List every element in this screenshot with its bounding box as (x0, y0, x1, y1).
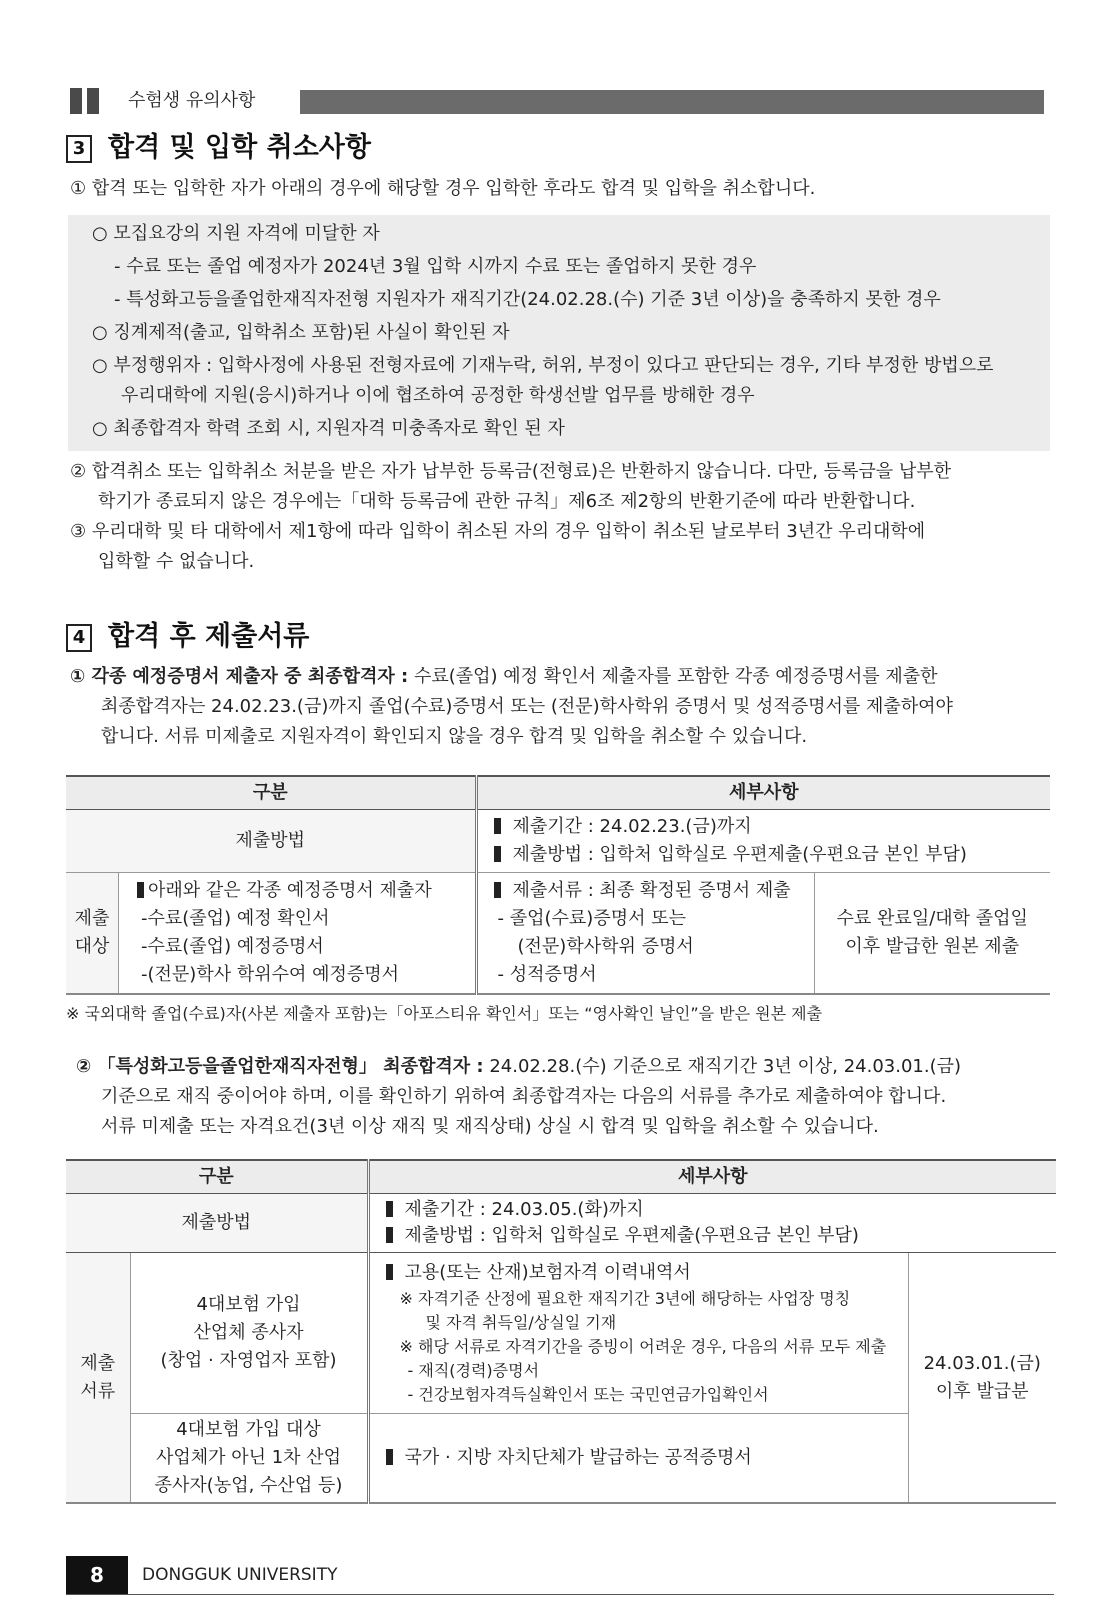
paragraph: 입학할 수 없습니다. (98, 551, 255, 572)
paragraph: ② 합격취소 또는 입학취소 처분을 받은 자가 납부한 등록금(전형료)은 반환하지 않습니다. 다만, 등록금을 납부한 (70, 461, 952, 482)
group-insured (130, 1253, 368, 1414)
issue-text: 24.03.01.(금) (923, 1352, 1041, 1374)
group-text: 4대보험 가입 (196, 1294, 301, 1315)
table-header: 세부사항 (368, 1160, 1056, 1194)
group-text: 사업체가 아닌 1차 산업 (155, 1447, 342, 1468)
target-text: -수료(졸업) 예정 확인서 (141, 908, 330, 929)
target-text: -수료(졸업) 예정증명서 (141, 936, 324, 957)
paragraph-bold: ① 각종 예정증명서 제출자 중 최종합격자 : (70, 666, 409, 687)
section-number: 3 (66, 135, 92, 163)
target-label: 제출 (74, 908, 110, 929)
submission-table-1 (66, 775, 1050, 995)
docs-text: - 졸업(수료)증명서 또는 (497, 908, 686, 929)
list-item: 우리대학에 지원(응시)하거나 이에 협조하여 공정한 학생선발 업무를 방해한 경우 (121, 385, 755, 406)
list-item: - 수료 또는 졸업 예정자가 2024년 3월 입학 시까지 수료 또는 졸업하지 못한 경우 (114, 256, 757, 277)
docs-note: ※ 해당 서류로 자격기간을 증빙이 어려운 경우, 다음의 서류 모두 제출 (399, 1337, 887, 1356)
list-item: - 특성화고등을졸업한재직자전형 지원자가 재직기간(24.02.28.(수) 기준 3년 이상)을 충족하지 못한 경우 (114, 289, 941, 310)
header-mark (87, 88, 99, 114)
table-header: 세부사항 (476, 776, 1050, 810)
paragraph: 서류 미제출 또는 자격요건(3년 이상 재직 및 재직상태) 상실 시 합격 및 입학을 취소할 수 있습니다. (101, 1116, 879, 1137)
docs-text: - 성적증명서 (497, 964, 597, 985)
issue-cell (814, 873, 1050, 995)
method-label: 제출방법 (66, 810, 476, 873)
university-name: DONGGUK UNIVERSITY (142, 1565, 338, 1585)
method-way: 제출방법 : 입학처 입학실로 우편제출(우편요금 본인 부담) (404, 1225, 859, 1246)
group-primary-docs (368, 1414, 908, 1504)
target-text: -(전문)학사 학위수여 예정증명서 (141, 964, 400, 985)
paragraph: 학기가 종료되지 않은 경우에는「대학 등록금에 관한 규칙」제6조 제2항의 반환기준에 따라 반환합니다. (98, 491, 916, 512)
footnote: ※ 국외대학 졸업(수료)자(사본 제출자 포함)는「아포스티유 확인서」또는 “영사확인 날인”을 받은 원본 제출 (66, 1004, 823, 1023)
list-item: ○ 최종합격자 학력 조회 시, 지원자격 미충족자로 확인 된 자 (92, 418, 565, 439)
group-insured-docs (368, 1253, 908, 1414)
docs-text: (전문)학사학위 증명서 (517, 936, 694, 957)
target-label: 대상 (74, 936, 110, 957)
table-header: 구분 (66, 776, 476, 810)
submission-table-2 (66, 1159, 1056, 1504)
docs-label-text: 제출 (80, 1352, 116, 1374)
issue-text: 이후 발급분 (935, 1380, 1029, 1402)
list-item: ○ 징계제적(출교, 입학취소 포함)된 사실이 확인된 자 (92, 322, 510, 343)
header-label: 수험생 유의사항 (128, 90, 256, 111)
section-title-text: 합격 후 제출서류 (108, 621, 310, 652)
method-label: 제출방법 (66, 1194, 368, 1253)
section-number: 4 (66, 624, 92, 652)
paragraph-text: 24.02.28.(수) 기준으로 재직기간 3년 이상, 24.03.01.(금) (483, 1056, 962, 1077)
list-item: ○ 모집요강의 지원 자격에 미달한 자 (92, 223, 380, 244)
target-text: 아래와 같은 각종 예정증명서 제출자 (148, 880, 432, 901)
target-cell (66, 873, 476, 995)
group-text: 4대보험 가입 대상 (176, 1419, 321, 1440)
paragraph-text: 수료(졸업) 예정 확인서 제출자를 포함한 각종 예정증명서를 제출한 (408, 666, 938, 687)
docs-text: 고용(또는 산재)보험자격 이력내역서 (404, 1262, 691, 1283)
method-period: 제출기간 : 24.02.23.(금)까지 (512, 816, 752, 837)
table-header: 구분 (66, 1160, 368, 1194)
paragraph: ① 합격 또는 입학한 자가 아래의 경우에 해당할 경우 입학한 후라도 합격 및 입학을 취소합니다. (70, 178, 816, 199)
issue-text: 이후 발급한 원본 제출 (845, 936, 1020, 957)
docs-note: - 건강보험자격득실확인서 또는 국민연금가입확인서 (407, 1385, 769, 1404)
page-footer (66, 1556, 1054, 1595)
docs-text: 국가 · 지방 자치단체가 발급하는 공적증명서 (404, 1447, 752, 1468)
page-header (70, 88, 1044, 114)
docs-cell (476, 873, 814, 995)
section-4-title (66, 620, 309, 654)
paragraph: 최종합격자는 24.02.23.(금)까지 졸업(수료)증명서 또는 (전문)학사학위 증명서 및 성적증명서를 제출하여야 (101, 696, 953, 717)
paragraph: 기준으로 재직 중이어야 하며, 이를 확인하기 위하여 최종합격자는 다음의 서류를 추가로 제출하여야 합니다. (101, 1086, 947, 1107)
section-title-text: 합격 및 입학 취소사항 (108, 132, 371, 163)
method-detail (368, 1194, 1056, 1253)
paragraph: ③ 우리대학 및 타 대학에서 제1항에 따라 입학이 취소된 자의 경우 입학이 취소된 날로부터 3년간 우리대학에 (70, 521, 926, 542)
paragraph-bold: ② 「특성화고등을졸업한재직자전형」 최종합격자 : (76, 1056, 484, 1077)
paragraph (70, 662, 938, 692)
group-primary (130, 1414, 368, 1504)
header-bar (300, 90, 1044, 114)
group-text: (창업 · 자영업자 포함) (160, 1350, 337, 1371)
method-detail (476, 810, 1050, 873)
docs-note: ※ 자격기준 산정에 필요한 재직기간 3년에 해당하는 사업장 명칭 (399, 1289, 851, 1308)
issue-cell (908, 1253, 1056, 1504)
docs-text: 제출서류 : 최종 확정된 증명서 제출 (512, 880, 791, 901)
group-text: 산업체 종사자 (193, 1322, 304, 1343)
paragraph (76, 1052, 961, 1082)
list-item: ○ 부정행위자 : 입학사정에 사용된 전형자료에 기재누락, 허위, 부정이 있다고 판단되는 경우, 기타 부정한 방법으로 (92, 355, 994, 376)
group-text: 종사자(농업, 수산업 등) (154, 1475, 343, 1496)
paragraph: 합니다. 서류 미제출로 지원자격이 확인되지 않을 경우 합격 및 입학을 취소할 수 있습니다. (101, 726, 808, 747)
docs-label (66, 1253, 130, 1504)
docs-note: - 재직(경력)증명서 (407, 1361, 540, 1380)
method-way: 제출방법 : 입학처 입학실로 우편제출(우편요금 본인 부담) (512, 844, 967, 865)
method-period: 제출기간 : 24.03.05.(화)까지 (404, 1199, 644, 1220)
issue-text: 수료 완료일/대학 졸업일 (836, 908, 1028, 929)
docs-note: 및 자격 취득일/상실일 기재 (425, 1313, 617, 1332)
header-mark (70, 88, 82, 114)
page-number: 8 (66, 1556, 128, 1594)
docs-label-text: 서류 (80, 1380, 116, 1402)
section-3-title (66, 131, 371, 165)
